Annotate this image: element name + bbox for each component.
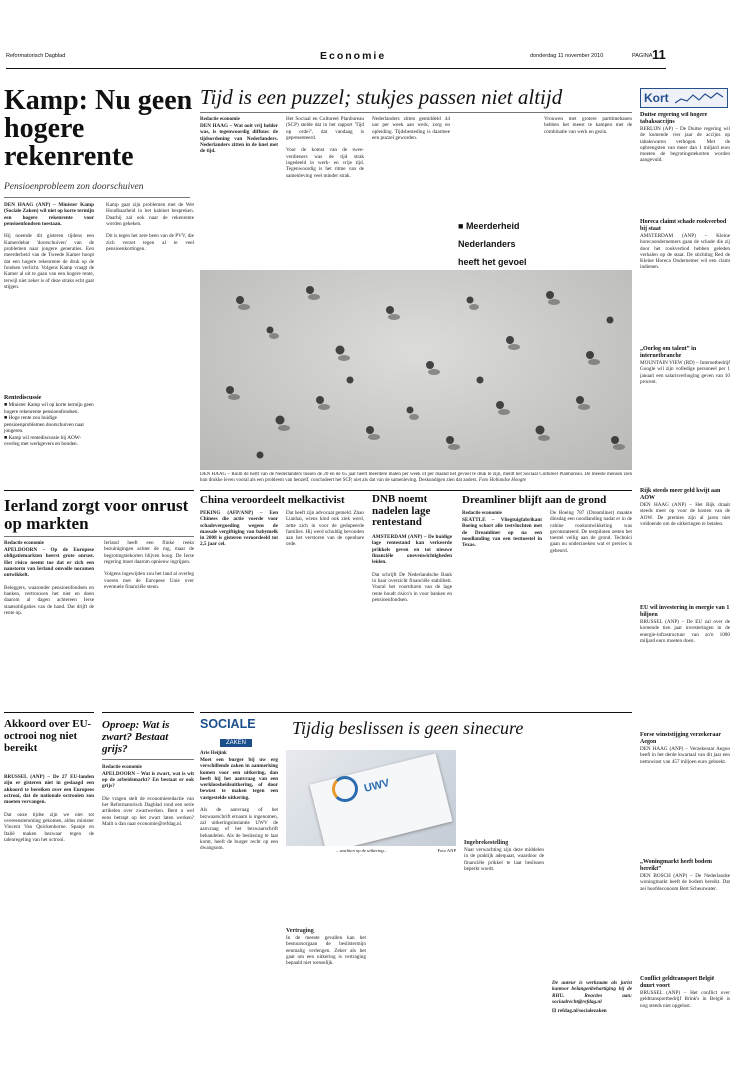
sociale-rule — [200, 712, 632, 713]
puzzel-columns — [200, 116, 632, 266]
china-col1 — [200, 510, 278, 705]
ierland-body1: Beleggers, waaronder pensioenfondsen en banken, vertrouwen het niet en doen daarom al dagen achtereen Ierse staatsobligaties van de hand. Dat drijft de rente op. — [4, 584, 94, 616]
kort-item-title: „Oorlog om talent” in internetbranche — [640, 346, 697, 359]
kamp-col2 — [106, 202, 194, 478]
sociale-col1 — [200, 750, 278, 1050]
oproep-body: Die vragen stelt de economieredactie van het Reformatorisch Dagblad rond een serie artikelen over zwartwerken. Bent u wel eens betrapt op het zwart laten werken? Mailt u dan naar economie@refdag.nl. — [102, 795, 194, 827]
page-date: donderdag 11 november 2010 — [530, 53, 604, 59]
crowd-figures — [200, 270, 632, 470]
sociale-col2 — [286, 858, 366, 1050]
uwv-envelope — [309, 753, 452, 846]
kort-item-title: Horeca claimt schade rookverbod bij staat — [640, 219, 727, 232]
ierland-col1 — [4, 540, 94, 710]
dreamliner-body: De Boeing 787 (Dreamliner) maakte dinsdag een noodlanding nadat er in de cabine rookontwikkeling was geconstateerd. De testpiloten zetten het toestel veilig aan de grond. Technici gaan nu onderzoeken wat er precies is gebeurd. — [550, 510, 632, 554]
dreamliner-col2 — [550, 510, 632, 705]
dnb-col — [372, 534, 452, 704]
dreamliner-lead: SEATTLE – Vliegtuigfabrikant Boeing schort alle testvluchten met de Dreamliner op na een noodlanding van een testtoestel in Texas. — [462, 517, 542, 549]
dnb-body: Dat schrijft De Nederlandsche Bank in haar overzicht financiële stabiliteit. Vooral het voortduren van de lage rente houdt risico's in voor banken en pensioenfondsen. — [372, 571, 452, 603]
photo-credit: Foto Hollandse Hoogte — [478, 478, 527, 483]
paper-name: Reformatorisch Dagblad — [6, 53, 66, 59]
puzzel-caption — [200, 472, 632, 486]
sociale-logo-bottom: ZAKEN — [220, 739, 252, 747]
header-rule — [6, 68, 666, 69]
uwv-logo-circle — [332, 776, 358, 802]
factbox-bullet: ■ Kamp wil rentediscussie bij AOW-overleg met werkgevers en bonden. — [4, 434, 82, 447]
oproep-text — [102, 764, 194, 1034]
puzzel-col2 — [286, 116, 364, 266]
uwv-caption: ...wachten op de uitkering... — [336, 848, 388, 853]
sociale-logo-top: SOCIALE — [200, 717, 256, 731]
kamp-col1 — [4, 202, 94, 390]
sociale-sub2: Ingebrekestelling — [464, 840, 509, 846]
kamp-rule — [4, 197, 190, 198]
ierland-rule2 — [4, 536, 194, 537]
kort-item — [640, 219, 730, 343]
page-number: 11 — [652, 47, 666, 62]
kort-item-body: BRUSSEL (ANP) – De EU zal over de komende tien jaar investeringen in de energie-infrastructuur van zo'n 1000 miljard euro moeten doen. — [640, 619, 730, 644]
uwv-caption-row — [286, 848, 456, 853]
puzzel-lead: DEN HAAG – Wat ooit vrij helder was, is tegenwoordig diffuus: de tijdsordening van Nederlanders. Nederlanders zitten in de knel met de tijd. — [200, 123, 278, 155]
china-headline: China veroordeelt melkactivist — [200, 494, 345, 506]
sociale-body2: In de meeste gevallen kan het bestuursorgaan de beslistermijn eenmalig verlengen. Zeker als het gaat om een uitkering is vertraging bepaald niet wenselijk. — [286, 935, 366, 967]
uwv-photo — [286, 750, 456, 846]
china-col2 — [286, 510, 364, 705]
puzzel-body3: Nederlanders zitten gemiddeld 44 uur per week aan werk, zorg en opleiding. Tijdsbesteding is daarmee een puzzel geworden. — [372, 116, 450, 141]
kort-item — [640, 112, 730, 216]
puzzel-byline: Redactie economie — [200, 117, 240, 122]
sociale-col5 — [552, 750, 632, 1050]
akkoord-rule — [4, 712, 94, 713]
kort-item-title: Forse winststijging verzekeraar Aegon — [640, 732, 721, 745]
dnb-headline: DNB noemt nadelen lage rentestand — [372, 493, 431, 528]
puzzel-body2: Voor de komst van de twee-verdieners was de tijd strak ingedeeld in werk- en vrije tijd. Tegenwoordig is het ritme van de samenleving veel minder strak. — [286, 147, 364, 179]
akkoord-col — [4, 774, 94, 1054]
kort-logo-text: Kort — [644, 91, 669, 105]
kamp-body1: Hij noemde dit gisteren tijdens een Kamerdebat 'doorschuiven' van de problemen naar jongere generaties. Een meerderheid van de Tweede Kamer hoopt dat een hogere rekenrente de druk op de fondsen verlicht. Volgens Kamp vraagt de Kamer al uit te gaan van een hogere rente, terwijl niet zeker is of deze straks echt gaat stijgen. — [4, 233, 94, 290]
uwv-label: UWV — [362, 777, 391, 795]
ierland-body3: Volgens ingewijden zou het land al overleg voeren met de Europese Unie over eventuele financiële steun. — [104, 571, 194, 591]
sociale-col3 — [376, 858, 456, 1050]
mid-rule — [200, 490, 632, 491]
kort-item-title: Duitse regering wil hogere tabaksaccijns — [640, 112, 708, 125]
crowd-photo — [200, 270, 632, 470]
kort-item — [640, 488, 730, 602]
kort-item — [640, 859, 730, 973]
kamp-body3: Dit is tegen het zere been van de PVV, die zich verzet tegen al te veel pensioenkortingen. — [106, 233, 194, 253]
kort-item-body: BERLIJN (AP) – De Duitse regering wil de komende vier jaar de accijns op tabakswaren verhogen. Met de opbrengsten van meer dan 1 miljard euro moeten de begrotingstekorten worden aangevuld. — [640, 126, 730, 164]
sociale-footer-link[interactable]: refdag.nl/socialezaken — [557, 1008, 607, 1015]
factbox-bullet: ■ Hoge rente zou huidige pensioenproblemen doorschuiven naar jongeren. — [4, 415, 85, 434]
factbox-title: Rentediscussie — [4, 395, 42, 401]
oproep-box — [102, 712, 194, 1052]
china-body: Dat heeft zijn advocaat gemeld. Zhao Lianhai, wiens kind ook ziek werd, zette zich in voor de gedupeerde families. Hij werd schuldig bevonden aan het verstoren van de openbare orde. — [286, 510, 364, 548]
quote-marker: ■ — [458, 221, 466, 231]
kort-item-body: DEN BOSCH (ANP) – De Nederlandse woningmarkt heeft de bodem bereikt. Dat zei hoofdeconoom Bert Scheurwater. — [640, 873, 730, 892]
sociale-logo — [200, 718, 280, 744]
kort-item-title: „Woningmarkt heeft bodem bereikt” — [640, 859, 712, 872]
oproep-headline: Oproep: Wat is zwart? Bestaat grijs? — [102, 719, 170, 755]
kamp-subtitle: Pensioenprobleem zon doorschuiven — [4, 182, 144, 192]
ierland-headline: Ierland zorgt voor onrust op markten — [4, 496, 189, 533]
page-header — [0, 48, 738, 68]
kamp-body2: Kamp gaat zijn problemen met de Wet Houdbaarheid in het kabinet bespreken. Daarbij zal ook naar de rekenrente worden gekeken. — [106, 202, 194, 227]
link-icon: ⊡ — [552, 1008, 558, 1015]
kamp-headline: Kamp: Nu geen hogere rekenrente — [4, 85, 193, 172]
akkoord-lead: BRUSSEL (ANP) – De 27 EU-landen zijn er gisteren niet in geslaagd een akkoord te bereiken over een Europees octrooi, dat de nationale octrooien zou moeten vervangen. — [4, 774, 94, 806]
puzzel-col1 — [200, 116, 278, 266]
kort-item — [640, 605, 730, 729]
page-label: PAGINA — [632, 53, 653, 59]
kort-item-body: BRUSSEL (ANP) – Het conflict over geldtransportbedrijf Brink's in België is nog steeds niet opgelost. — [640, 990, 730, 1009]
ierland-rule — [4, 490, 194, 491]
kort-item — [640, 732, 730, 856]
sociale-sub1: Vertraging — [286, 928, 314, 934]
sociale-col4 — [464, 750, 544, 1050]
oproep-byline: Redactie economie — [102, 764, 142, 770]
quote-text: Meerderheid Nederlanders heeft het gevoel — [458, 221, 527, 267]
dnb-lead: AMSTERDAM (ANP) – De huidige lage rentestand kan verkeerde prikkels geven en tot nieuwe financiële onevenwichtigheden leiden. — [372, 534, 452, 566]
akkoord-headline: Akkoord over EU-octrooi nog niet bereikt — [4, 718, 92, 754]
kort-item — [640, 346, 730, 485]
puzzel-col5 — [544, 116, 632, 266]
ierland-byline: Redactie economie — [4, 541, 44, 546]
sociale-headline: Tijdig beslissen is geen sinecure — [292, 718, 524, 738]
kort-logo — [640, 88, 728, 108]
puzzel-body4: Vrouwen met grotere parttimebanen hebben het meest te kampen met de combinatie van werk en gezin. — [544, 116, 632, 135]
puzzel-headline: Tijd is een puzzel; stukjes passen niet altijd — [200, 85, 563, 109]
sociale-body1: Als de aanvraag of het bezwaarschrift ernaam is ingenomen, zal uitkeringsinstantie UWV de aanvraag of het bezwaarschrift behandelen. Als de beslissing te laat komt, heeft de burger recht op een dwangsom. — [200, 807, 278, 852]
sociale-body3: Naar verwachting zijn deze middelen in de praktijk adequaat, waardoor de financiële prikkel te laat beslissen beperkt wordt. — [464, 847, 544, 872]
puzzel-body1: Het Sociaal en Cultureel Planbureau (SCP) stelde dat in het rapport 'Tijd op orde?', dat vandaag is gepresenteerd. — [286, 116, 364, 141]
sociale-footer: De auteur is werkzaam als jurist kantoor belangenbehartiging bij de RHU. Reacties aan: sociaalrecht@refdag.nl — [552, 980, 632, 1005]
sociale-byline: Arie Heijink — [200, 751, 227, 756]
sociale-col5-spacer — [552, 750, 632, 980]
oproep-lead: APELDOORN – Wat is zwart, wat is wit op de arbeidsmarkt? En bestaat er ook grijs? — [102, 770, 194, 790]
caption-text: DEN HAAG – Ruim de helft van de Nederlanders tussen de 20 en de 65 jaar heeft meerdere malen per week of per maand het gevoel te druk te zijn, meldt het Sociaal Cultureel Planbureau. De meeste mensen zien hun drukke leven vooral als een probleem van henzelf, concludeert het SCP, niet als dat van de samenleving. Deskundigen zien dat anders. — [200, 472, 632, 483]
ierland-body2: Ierland heeft een flinke reeks bezuinigingen achter de rug, maar de begrotingstekorten blijven hoog. De Ierse regering moet daarom opnieuw ingrijpen. — [104, 540, 194, 565]
sociale-lead: Moet een burger bij uw erg verschillende zaken in aanmerking komen voor een uitkering, dan heeft hij het aanvraag van een werkloosheidsuitkering, of door bewust te maken tegen een vastgestelde uitkering. — [200, 757, 278, 801]
puzzel-col4 — [458, 116, 536, 214]
kamp-lead: DEN HAAG (ANP) – Minister Kamp (Sociale Zaken) wil niet op korte termijn een hogere rekenrente voor pensioenfondsen toestaan. — [4, 202, 94, 227]
kort-item — [640, 976, 730, 1052]
kort-item-body: DEN HAAG (ANP) – Verzekeraar Aegon heeft in het derde kwartaal van dit jaar een nettowinst van 457 miljoen euro geboekt. — [640, 746, 730, 765]
akkoord-body: Dat onze tijdse zijn we niet tot overeenstemming gekomen, aldus minister Vincent Van Quickenborne. Spanje en Italië maken bezwaar tegen de talenregeling van het octrooi. — [4, 811, 94, 843]
kort-item-title: Conflict geldtransport België duurt voort — [640, 976, 715, 989]
kort-item-title: EU wil investering in energie van 1 biljoen — [640, 605, 730, 618]
dreamliner-byline: Redactie economie — [462, 511, 502, 516]
sociale-footer-link-row — [552, 1008, 632, 1015]
ierland-lead: APELDOORN – Op de Europese obligatiemarkten heerst grote onrust. Het risico neemt toe dat er zich een nanstorm van Ierland omvolle noramen ontwikkelt. — [4, 547, 94, 579]
china-lead: PEKING (AFP/ANP) – Een Chinees die actie voerde voor schadevergoeding wegens de massale vergiftiging van babymelk in 2008 is gisteren veroordeeld tot 2,5 jaar cel. — [200, 510, 278, 548]
kamp-factbox — [4, 395, 94, 465]
kort-item-body: DEN HAAG (ANP) – Het Rijk draait steeds meer op voor de kosten van de AOW. De premies zijn al jaren niet voldoende om de uitkeringen te betalen. — [640, 502, 730, 527]
ierland-col2 — [104, 540, 194, 710]
dreamliner-col1 — [462, 510, 542, 705]
section-name: Economie — [320, 50, 387, 62]
factbox-bullet: ■ Minister Kamp wil op korte termijn geen hogere rekenrente pensioenfondsen. — [4, 402, 94, 415]
puzzel-rule — [200, 112, 632, 113]
kort-item-title: Rijk steeds meer geld kwijt aan AOW — [640, 488, 721, 501]
kort-chart-icon — [675, 91, 725, 107]
dreamliner-headline: Dreamliner blijft aan de grond — [462, 494, 607, 506]
kort-item-body: AMSTERDAM (ANP) – Kleine horecaondernemers gaan de schade die zij door het rookverbod hebben geleden verhalen op de staat. De stichting Red de Kleine Horeca Ondernemer wil een claim indienen. — [640, 233, 730, 271]
uwv-credit: Foto ANP — [437, 848, 456, 853]
kort-item-body: MOUNTAIN VIEW (RD) – Internetbedrijf Google wil zijn volledige personeel per 1 januari een salarisverhoging geven van 10 procent. — [640, 360, 730, 385]
oproep-rule — [102, 759, 194, 760]
puzzel-col3 — [372, 116, 450, 266]
kort-items — [640, 112, 730, 1052]
